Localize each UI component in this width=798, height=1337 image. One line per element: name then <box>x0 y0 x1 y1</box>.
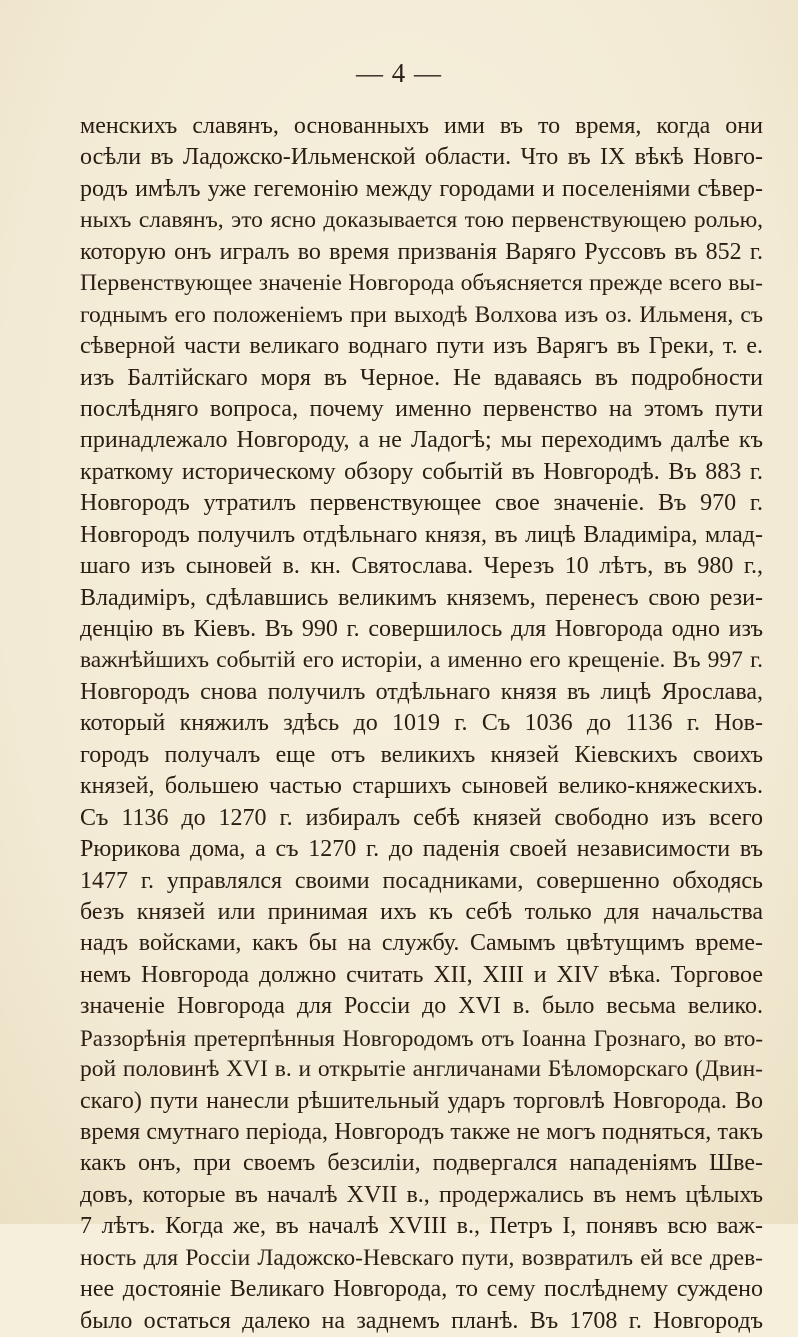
text-line: которую онъ игралъ во время призванія Варяго Руссовъ въ 852 г. <box>80 238 763 265</box>
text-line: немъ Новгорода должно считать XII, XIII и XIV вѣка. Торговое <box>80 961 763 988</box>
text-line: нее достояніе Великаго Новгорода, то сему послѣднему суждено <box>80 1276 763 1303</box>
text-line: ность для Россіи Ладожско-Невскаго пути, возвратилъ ей все древ- <box>80 1244 763 1271</box>
text-line: менскихъ славянъ, основанныхъ ими въ то время, когда они <box>80 113 763 139</box>
text-line: осѣли въ Ладожско-Ильменской области. Что въ IX вѣкѣ Новго- <box>80 144 763 171</box>
text-line: который княжилъ здѣсь до 1019 г. Съ 1036 до 1136 г. Нов- <box>80 710 763 737</box>
text-line: Новгородъ получилъ отдѣльнаго князя, въ лицѣ Владиміра, млад- <box>80 521 763 548</box>
text-line: принадлежало Новгороду, а не Ладогѣ; мы переходимъ далѣе къ <box>80 427 763 454</box>
text-line: довъ, которые въ началѣ XVII в., продержались въ немъ цѣлыхъ <box>80 1181 763 1208</box>
text-line: изъ Балтійскаго моря въ Черное. Не вдаваясь въ подробности <box>80 364 763 391</box>
text-line: городъ получалъ еще отъ великихъ князей Кіевскихъ своихъ <box>80 741 763 768</box>
text-line: денцію въ Кіевъ. Въ 990 г. совершилось для Новгорода одно изъ <box>80 616 763 642</box>
text-line: Раззорѣнія претерпѣнныя Новгородомъ отъ Іоанна Грознаго, во вто- <box>80 1025 763 1051</box>
text-line: рой половинѣ XVI в. и открытіе англичанами Бѣломорскаго (Двин- <box>80 1056 763 1083</box>
text-line: Первенствующее значеніе Новгорода объясняется прежде всего вы- <box>80 270 763 297</box>
text-line: какъ онъ, при своемъ безсиліи, подвергался нападеніямъ Шве- <box>80 1150 763 1177</box>
text-line: скаго) пути нанесли рѣшительный ударъ торговлѣ Новгорода. Во <box>80 1087 763 1114</box>
text-line: 7 лѣтъ. Когда же, въ началѣ XVIII в., Петръ I, понявъ всю важ- <box>80 1213 763 1240</box>
text-line: безъ князей или принимая ихъ къ себѣ только для начальства <box>80 898 763 925</box>
page-number: — 4 — <box>356 58 442 88</box>
text-line: время смутнаго періода, Новгородъ также не могъ подняться, такъ <box>80 1119 763 1145</box>
body-text <box>80 111 763 1337</box>
text-line: годнымъ его положеніемъ при выходѣ Волхова изъ оз. Ильменя, съ <box>80 301 763 328</box>
text-line: надъ войсками, какъ бы на службу. Самымъ цвѣтущимъ време- <box>80 930 763 957</box>
text-line: Рюрикова дома, а съ 1270 г. до паденія своей независимости въ <box>80 836 763 863</box>
text-line: 1477 г. управлялся своими посадниками, совершенно обходясь <box>80 867 763 894</box>
text-line: Съ 1136 до 1270 г. избиралъ себѣ князей свободно изъ всего <box>80 804 763 831</box>
text-line: значеніе Новгорода для Россіи до XVI в. было весьма велико. <box>80 993 763 1020</box>
text-line: ныхъ славянъ, это ясно доказывается тою первенствующею ролью, <box>80 207 763 234</box>
text-line: важнѣйшихъ событій его исторіи, а именно его крещеніе. Въ 997 г. <box>80 647 763 674</box>
text-line: послѣдняго вопроса, почему именно первенство на этомъ пути <box>80 395 763 422</box>
text-line: краткому историческому обзору событій въ Новгородѣ. Въ 883 г. <box>80 458 763 485</box>
text-line: сѣверной части великаго воднаго пути изъ Варягъ въ Греки, т. е. <box>80 333 763 360</box>
text-line: князей, большею частью старшихъ сыновей велико-княжескихъ. <box>80 773 763 800</box>
text-line: было остаться далеко на заднемъ планѣ. Въ 1708 г. Новгородъ <box>80 1307 763 1334</box>
text-line: Новгородъ снова получилъ отдѣльнаго князя въ лицѣ Ярослава, <box>80 678 763 705</box>
text-line: родъ имѣлъ уже гегемонію между городами и поселеніями сѣвер- <box>80 175 763 202</box>
text-line: шаго изъ сыновей в. кн. Святослава. Черезъ 10 лѣтъ, въ 980 г., <box>80 553 763 580</box>
text-line: Новгородъ утратилъ первенствующее свое значеніе. Въ 970 г. <box>80 490 763 517</box>
text-line: Владиміръ, сдѣлавшись великимъ княземъ, перенесъ свою рези- <box>80 584 763 611</box>
